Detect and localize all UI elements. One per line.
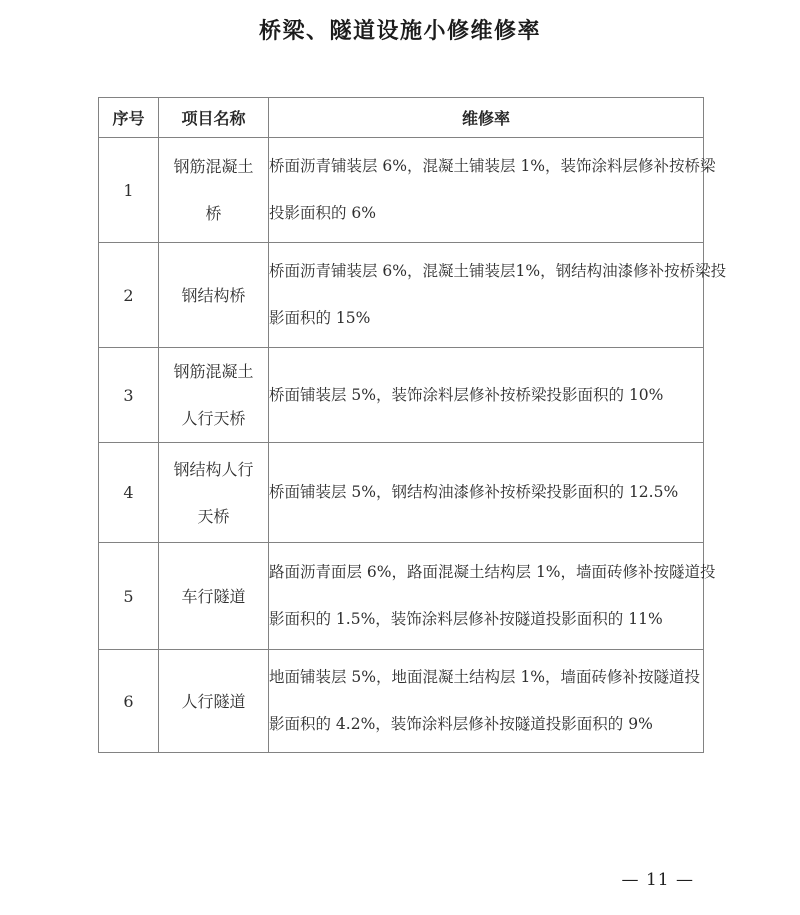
table-row	[99, 543, 704, 650]
table-row	[99, 650, 704, 753]
table-row	[99, 138, 704, 243]
project-name-cell	[159, 443, 269, 543]
repair-rate-table	[98, 97, 727, 753]
repair-rate-line: 投影面积的 6%	[269, 204, 377, 222]
serial-number-cell: 4	[99, 443, 159, 543]
serial-number-cell: 2	[99, 243, 159, 348]
repair-rate-line: 桥面沥青铺装层 6%，混凝土铺装层 1%，装饰涂料层修补按桥梁	[269, 157, 716, 175]
serial-number-cell: 5	[99, 543, 159, 650]
serial-number-cell: 6	[99, 650, 159, 753]
project-name-cell	[159, 243, 269, 348]
repair-rate-line: 影面积的 1.5%，装饰涂料层修补按隧道投影面积的 11%	[269, 610, 663, 628]
project-name-line: 钢筋混凝土	[173, 362, 254, 381]
project-name-line: 钢结构人行	[173, 459, 254, 479]
project-name-cell	[159, 650, 269, 753]
repair-rate-cell	[269, 543, 716, 650]
project-name-line: 天桥	[197, 506, 230, 526]
repair-rate-cell	[269, 348, 704, 443]
repair-rate-line: 地面铺装层 5%，地面混凝土结构层 1%，墙面砖修补按隧道投	[269, 668, 701, 686]
serial-number-cell: 1	[99, 138, 159, 243]
repair-rate-line: 桥面铺装层 5%，装饰涂料层修补按桥梁投影面积的 10%	[269, 385, 664, 404]
repair-rate-line: 影面积的 4.2%，装饰涂料层修补按隧道投影面积的 9%	[269, 715, 653, 733]
page-number: — 11 —	[621, 870, 694, 890]
table-row	[99, 348, 704, 443]
project-name-cell	[159, 348, 269, 443]
table-header	[99, 98, 704, 138]
project-name-line: 钢结构桥	[181, 285, 246, 305]
header-serial-number: 序号	[99, 98, 159, 138]
repair-rate-cell	[269, 650, 704, 753]
repair-rate-cell	[269, 243, 727, 348]
project-name-line: 人行隧道	[181, 691, 246, 711]
repair-rate-cell	[269, 138, 716, 243]
project-name-line: 钢筋混凝土	[173, 157, 254, 176]
repair-rate-line: 影面积的 15%	[269, 309, 371, 327]
repair-rate-line: 桥面沥青铺装层 6%，混凝土铺装层1%，钢结构油漆修补按桥梁投	[269, 262, 727, 280]
project-name-line: 车行隧道	[181, 586, 246, 606]
project-name-cell	[159, 138, 269, 243]
page-title: 桥梁、隧道设施小修维修率	[258, 18, 541, 44]
table-row	[99, 443, 704, 543]
repair-rate-line: 桥面铺装层 5%，钢结构油漆修补按桥梁投影面积的 12.5%	[269, 483, 679, 501]
table-body	[99, 138, 727, 753]
repair-rate-cell	[269, 443, 704, 543]
header-project-name: 项目名称	[159, 98, 269, 138]
project-name-line: 桥	[205, 204, 222, 223]
serial-number-cell: 3	[99, 348, 159, 443]
repair-rate-line: 路面沥青面层 6%，路面混凝土结构层 1%，墙面砖修补按隧道投	[269, 563, 716, 581]
project-name-cell	[159, 543, 269, 650]
table-row	[99, 243, 704, 348]
header-row	[99, 98, 704, 138]
project-name-line: 人行天桥	[181, 409, 246, 428]
header-repair-rate: 维修率	[269, 98, 704, 138]
